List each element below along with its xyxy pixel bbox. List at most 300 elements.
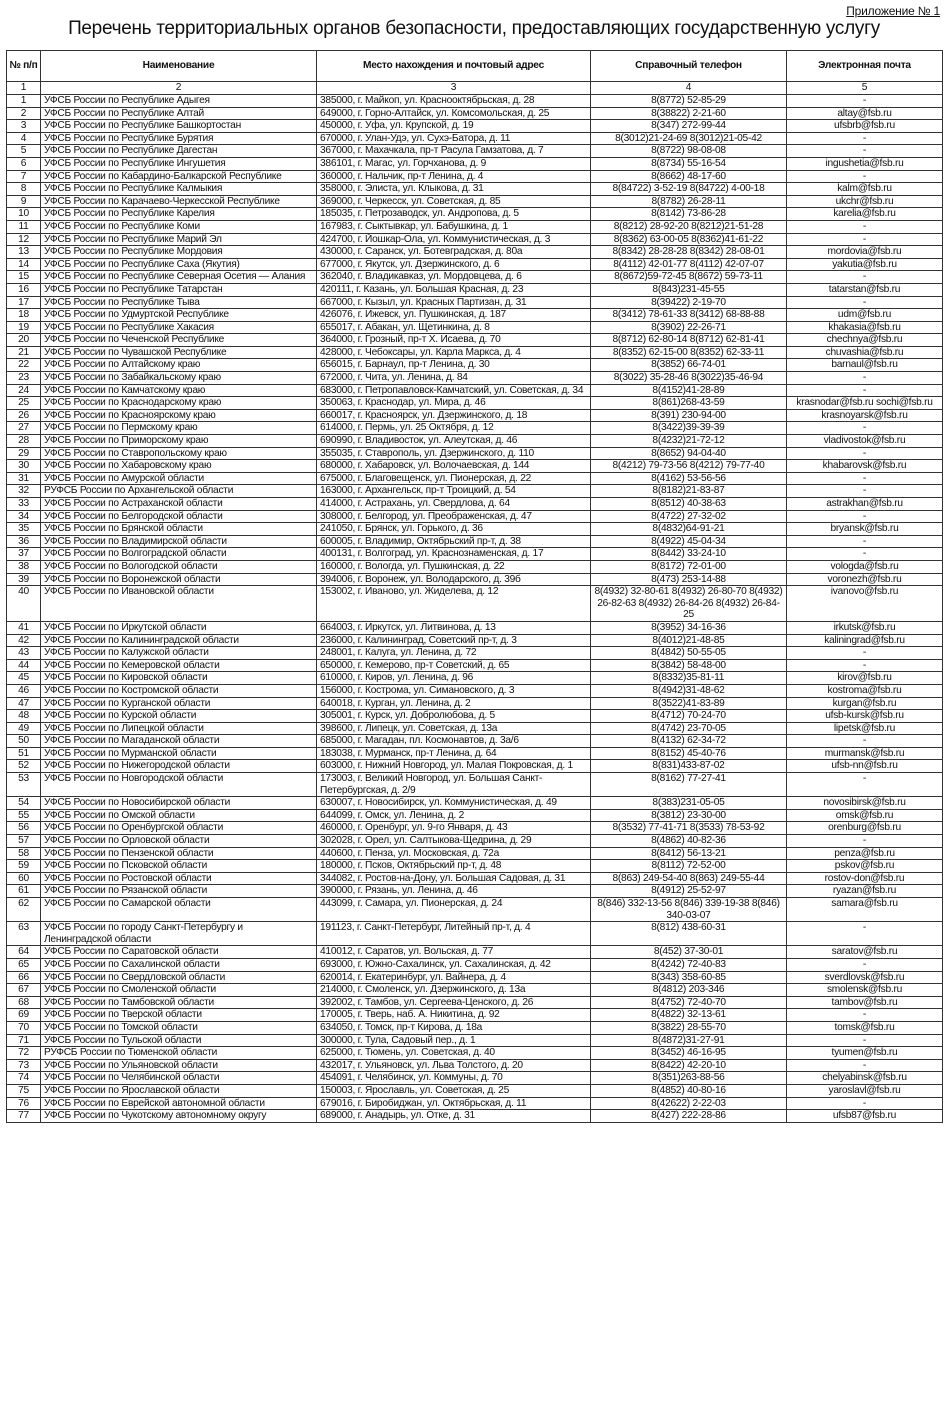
row-number: 53 xyxy=(7,773,41,797)
table-row xyxy=(7,472,943,485)
table-row xyxy=(7,359,943,372)
table-row xyxy=(7,1084,943,1097)
postal-address: 670000, г. Улан-Удэ, ул. Сухэ-Батора, д. 11 xyxy=(317,132,591,145)
postal-address: 398600, г. Липецк, ул. Советская, д. 13а xyxy=(317,722,591,735)
phone: 8(4722) 27-32-02 xyxy=(591,510,787,523)
email: rostov-don@fsb.ru xyxy=(787,872,943,885)
email: ufsb87@fsb.ru xyxy=(787,1110,943,1123)
email: pskov@fsb.ru xyxy=(787,860,943,873)
email: tambov@fsb.ru xyxy=(787,996,943,1009)
organization-name: УФСБ России по Еврейской автономной области xyxy=(41,1097,317,1110)
phone: 8(4162) 53-56-56 xyxy=(591,472,787,485)
row-number: 58 xyxy=(7,847,41,860)
postal-address: 614000, г. Пермь, ул. 25 Октября, д. 12 xyxy=(317,422,591,435)
organization-name: УФСБ России по Пермскому краю xyxy=(41,422,317,435)
row-number: 49 xyxy=(7,722,41,735)
phone: 8(863) 249-54-40 8(863) 249-55-44 xyxy=(591,872,787,885)
row-number: 4 xyxy=(7,132,41,145)
organization-name: УФСБ России по Саратовской области xyxy=(41,946,317,959)
postal-address: 644099, г. Омск, ул. Ленина, д. 2 xyxy=(317,809,591,822)
phone: 8(4112) 42-01-77 8(4112) 42-07-07 xyxy=(591,258,787,271)
row-number: 67 xyxy=(7,984,41,997)
phone: 8(4132) 62-34-72 xyxy=(591,735,787,748)
organization-name: УФСБ России по Республике Хакасия xyxy=(41,321,317,334)
phone: 8(4922) 45-04-34 xyxy=(591,535,787,548)
phone: 8(3012)21-24-69 8(3012)21-05-42 xyxy=(591,132,787,145)
phone: 8(8412) 56-13-21 xyxy=(591,847,787,860)
row-number: 10 xyxy=(7,208,41,221)
row-number: 36 xyxy=(7,535,41,548)
postal-address: 236000, г. Калининград, Советский пр-т, д. 3 xyxy=(317,634,591,647)
phone: 8(8172) 72-01-00 xyxy=(591,560,787,573)
row-number: 43 xyxy=(7,647,41,660)
table-row xyxy=(7,847,943,860)
table-row xyxy=(7,860,943,873)
row-number: 7 xyxy=(7,170,41,183)
phone: 8(8152) 45-40-76 xyxy=(591,747,787,760)
postal-address: 385000, г. Майкоп, ул. Краснооктябрьская, д. 28 xyxy=(317,95,591,108)
email: ryazan@fsb.ru xyxy=(787,885,943,898)
postal-address: 610000, г. Киров, ул. Ленина, д. 96 xyxy=(317,672,591,685)
row-number: 33 xyxy=(7,498,41,511)
email: vologda@fsb.ru xyxy=(787,560,943,573)
organization-name: УФСБ России по Астраханской области xyxy=(41,498,317,511)
organization-name: УФСБ России по Чувашской Республике xyxy=(41,346,317,359)
email: - xyxy=(787,132,943,145)
organization-name: УФСБ России по Вологодской области xyxy=(41,560,317,573)
table-row xyxy=(7,835,943,848)
phone: 8(843)231-45-55 xyxy=(591,283,787,296)
table-row xyxy=(7,659,943,672)
table-row xyxy=(7,586,943,622)
table-row xyxy=(7,898,943,922)
email: - xyxy=(787,958,943,971)
organization-name: УФСБ России по Воронежской области xyxy=(41,573,317,586)
column-number: 2 xyxy=(41,82,317,95)
document-title: Перечень территориальных органов безопасности, предоставляющих государственную услугу xyxy=(68,18,880,39)
email: smolensk@fsb.ru xyxy=(787,984,943,997)
row-number: 73 xyxy=(7,1059,41,1072)
postal-address: 420111, г. Казань, ул. Большая Красная, д. 23 xyxy=(317,283,591,296)
postal-address: 400131, г. Волгоград, ул. Краснознаменская, д. 17 xyxy=(317,548,591,561)
organization-name: УФСБ России по Оренбургской области xyxy=(41,822,317,835)
row-number: 76 xyxy=(7,1097,41,1110)
organization-name: РУФСБ России по Тюменской области xyxy=(41,1047,317,1060)
email: - xyxy=(787,233,943,246)
row-number: 12 xyxy=(7,233,41,246)
postal-address: 625000, г. Тюмень, ул. Советская, д. 40 xyxy=(317,1047,591,1060)
row-number: 42 xyxy=(7,634,41,647)
organization-name: УФСБ России по Тульской области xyxy=(41,1034,317,1047)
table-row xyxy=(7,208,943,221)
postal-address: 440600, г. Пенза, ул. Московская, д. 72а xyxy=(317,847,591,860)
table-row xyxy=(7,120,943,133)
table-row xyxy=(7,747,943,760)
row-number: 63 xyxy=(7,922,41,946)
postal-address: 183038, г. Мурманск, пр-т Ленина, д. 64 xyxy=(317,747,591,760)
organization-name: УФСБ России по Республике Татарстан xyxy=(41,283,317,296)
row-number: 77 xyxy=(7,1110,41,1123)
phone: 8(846) 332-13-56 8(846) 339-19-38 8(846) 340-03-07 xyxy=(591,898,787,922)
table-row xyxy=(7,283,943,296)
phone: 8(4812) 203-346 xyxy=(591,984,787,997)
phone: 8(8734) 55-16-54 xyxy=(591,157,787,170)
postal-address: 390000, г. Рязань, ул. Ленина, д. 46 xyxy=(317,885,591,898)
email: kalm@fsb.ru xyxy=(787,183,943,196)
row-number: 75 xyxy=(7,1084,41,1097)
organization-name: УФСБ России по Алтайскому краю xyxy=(41,359,317,372)
postal-address: 432017, г. Ульяновск, ул. Льва Толстого, д. 20 xyxy=(317,1059,591,1072)
phone: 8(831)433-87-02 xyxy=(591,760,787,773)
row-number: 66 xyxy=(7,971,41,984)
postal-address: 344082, г. Ростов-на-Дону, ул. Большая Садовая, д. 31 xyxy=(317,872,591,885)
table-row xyxy=(7,523,943,536)
column-number: 4 xyxy=(591,82,787,95)
table-row xyxy=(7,958,943,971)
email: altay@fsb.ru xyxy=(787,107,943,120)
table-row xyxy=(7,697,943,710)
table-row xyxy=(7,435,943,448)
organization-name: УФСБ России по Республике Тыва xyxy=(41,296,317,309)
row-number: 54 xyxy=(7,797,41,810)
postal-address: 414000, г. Астрахань, ул. Свердлова, д. 64 xyxy=(317,498,591,511)
phone: 8(4842) 50-55-05 xyxy=(591,647,787,660)
phone: 8(4232)21-72-12 xyxy=(591,435,787,448)
row-number: 68 xyxy=(7,996,41,1009)
email: ufsb-nn@fsb.ru xyxy=(787,760,943,773)
row-number: 20 xyxy=(7,334,41,347)
postal-address: 656015, г. Барнаул, пр-т Ленина, д. 30 xyxy=(317,359,591,372)
row-number: 70 xyxy=(7,1021,41,1034)
row-number: 16 xyxy=(7,283,41,296)
table-row xyxy=(7,560,943,573)
email: barnaul@fsb.ru xyxy=(787,359,943,372)
organization-name: УФСБ России по Чеченской Республике xyxy=(41,334,317,347)
organization-name: УФСБ России по Кемеровской области xyxy=(41,659,317,672)
table-row xyxy=(7,397,943,410)
email: ingushetia@fsb.ru xyxy=(787,157,943,170)
phone: 8(4852) 40-80-16 xyxy=(591,1084,787,1097)
email: - xyxy=(787,1059,943,1072)
row-number: 56 xyxy=(7,822,41,835)
table-row xyxy=(7,573,943,586)
table-row xyxy=(7,809,943,822)
postal-address: 153002, г. Иваново, ул. Жиделева, д. 12 xyxy=(317,586,591,622)
table-row xyxy=(7,634,943,647)
row-number: 5 xyxy=(7,145,41,158)
organization-name: УФСБ России по Курской области xyxy=(41,710,317,723)
email: yaroslavl@fsb.ru xyxy=(787,1084,943,1097)
email: - xyxy=(787,422,943,435)
postal-address: 650000, г. Кемерово, пр-т Советский, д. 65 xyxy=(317,659,591,672)
email: voronezh@fsb.ru xyxy=(787,573,943,586)
row-number: 40 xyxy=(7,586,41,622)
email: irkutsk@fsb.ru xyxy=(787,621,943,634)
row-number: 50 xyxy=(7,735,41,748)
table-row xyxy=(7,246,943,259)
table-row xyxy=(7,346,943,359)
row-number: 1 xyxy=(7,95,41,108)
table-row xyxy=(7,132,943,145)
email: tatarstan@fsb.ru xyxy=(787,283,943,296)
phone: 8(8142) 73-86-28 xyxy=(591,208,787,221)
email: ufsb-kursk@fsb.ru xyxy=(787,710,943,723)
organization-name: УФСБ России по Республике Ингушетия xyxy=(41,157,317,170)
organization-name: УФСБ России по Удмуртской Республике xyxy=(41,309,317,322)
phone: 8(4212) 79-73-56 8(4212) 79-77-40 xyxy=(591,460,787,473)
header-number: № п/п xyxy=(7,51,41,82)
phone: 8(8352) 62-15-00 8(8352) 62-33-11 xyxy=(591,346,787,359)
row-number: 69 xyxy=(7,1009,41,1022)
email: tomsk@fsb.ru xyxy=(787,1021,943,1034)
row-number: 9 xyxy=(7,195,41,208)
email: - xyxy=(787,271,943,284)
table-row xyxy=(7,233,943,246)
postal-address: 394006, г. Воронеж, ул. Володарского, д. 39б xyxy=(317,573,591,586)
postal-address: 454091, г. Челябинск, ул. Коммуны, д. 70 xyxy=(317,1072,591,1085)
organization-name: УФСБ России по Республике Марий Эл xyxy=(41,233,317,246)
table-row xyxy=(7,271,943,284)
phone: 8(8342) 28-28-28 8(8342) 28-08-01 xyxy=(591,246,787,259)
table-row xyxy=(7,183,943,196)
postal-address: 180000, г. Псков, Октябрьский пр-т, д. 48 xyxy=(317,860,591,873)
phone: 8(8162) 77-27-41 xyxy=(591,773,787,797)
email: sverdlovsk@fsb.ru xyxy=(787,971,943,984)
postal-address: 630007, г. Новосибирск, ул. Коммунистическая, д. 49 xyxy=(317,797,591,810)
organization-name: УФСБ России по Самарской области xyxy=(41,898,317,922)
table-row xyxy=(7,195,943,208)
table-row xyxy=(7,1047,943,1060)
postal-address: 248001, г. Калуга, ул. Ленина, д. 72 xyxy=(317,647,591,660)
header-row xyxy=(7,51,943,82)
row-number: 27 xyxy=(7,422,41,435)
row-number: 34 xyxy=(7,510,41,523)
email: - xyxy=(787,170,943,183)
table-row xyxy=(7,984,943,997)
phone: 8(452) 37-30-01 xyxy=(591,946,787,959)
email: astrakhan@fsb.ru xyxy=(787,498,943,511)
table-row xyxy=(7,922,943,946)
row-number: 60 xyxy=(7,872,41,885)
phone: 8(8332)35-81-11 xyxy=(591,672,787,685)
organization-name: УФСБ России по Свердловской области xyxy=(41,971,317,984)
row-number: 25 xyxy=(7,397,41,410)
row-number: 37 xyxy=(7,548,41,561)
header-phone: Справочный телефон xyxy=(591,51,787,82)
organization-name: УФСБ России по Липецкой области xyxy=(41,722,317,735)
organization-name: УФСБ России по Республике Мордовия xyxy=(41,246,317,259)
email: - xyxy=(787,1034,943,1047)
email: chechnya@fsb.ru xyxy=(787,334,943,347)
email: kostroma@fsb.ru xyxy=(787,684,943,697)
phone: 8(4822) 32-13-61 xyxy=(591,1009,787,1022)
table-row xyxy=(7,710,943,723)
phone: 8(4152)41-28-89 xyxy=(591,384,787,397)
email: krasnodar@fsb.ru sochi@fsb.ru xyxy=(787,397,943,410)
appendix-label: Приложение № 1 xyxy=(846,4,940,18)
phone: 8(3812) 23-30-00 xyxy=(591,809,787,822)
organization-name: УФСБ России по Карачаево-Черкесской Республике xyxy=(41,195,317,208)
postal-address: 689000, г. Анадырь, ул. Отке, д. 31 xyxy=(317,1110,591,1123)
row-number: 74 xyxy=(7,1072,41,1085)
row-number: 46 xyxy=(7,684,41,697)
table-row xyxy=(7,220,943,233)
table-row xyxy=(7,822,943,835)
row-number: 41 xyxy=(7,621,41,634)
table-row xyxy=(7,647,943,660)
table-row xyxy=(7,447,943,460)
postal-address: 649000, г. Горно-Алтайск, ул. Комсомольская, д. 25 xyxy=(317,107,591,120)
email: - xyxy=(787,535,943,548)
row-number: 39 xyxy=(7,573,41,586)
email: - xyxy=(787,835,943,848)
postal-address: 360000, г. Нальчик, пр-т Ленина, д. 4 xyxy=(317,170,591,183)
phone: 8(4932) 32-80-61 8(4932) 26-80-70 8(4932) 26-82-63 8(4932) 26-84-26 8(4932) 26-84-25 xyxy=(591,586,787,622)
email: ufsbrb@fsb.ru xyxy=(787,120,943,133)
email: ivanovo@fsb.ru xyxy=(787,586,943,622)
organization-name: УФСБ России по Камчатскому краю xyxy=(41,384,317,397)
phone: 8(8112) 72-52-00 xyxy=(591,860,787,873)
postal-address: 675000, г. Благовещенск, ул. Пионерская, д. 22 xyxy=(317,472,591,485)
phone: 8(8362) 63-00-05 8(8362)41-61-22 xyxy=(591,233,787,246)
phone: 8(383)231-05-05 xyxy=(591,797,787,810)
table-row xyxy=(7,946,943,959)
row-number: 51 xyxy=(7,747,41,760)
organization-name: УФСБ России по Смоленской области xyxy=(41,984,317,997)
postal-address: 600005, г. Владимир, Октябрьский пр-т, д. 38 xyxy=(317,535,591,548)
phone: 8(42622) 2-22-03 xyxy=(591,1097,787,1110)
postal-address: 672000, г. Чита, ул. Ленина, д. 84 xyxy=(317,372,591,385)
organization-name: УФСБ России по Тверской области xyxy=(41,1009,317,1022)
postal-address: 167983, г. Сыктывкар, ул. Бабушкина, д. 1 xyxy=(317,220,591,233)
organization-name: УФСБ России по Республике Саха (Якутия) xyxy=(41,258,317,271)
table-row xyxy=(7,296,943,309)
row-number: 14 xyxy=(7,258,41,271)
postal-address: 367000, г. Махачкала, пр-т Расула Гамзатова, д. 7 xyxy=(317,145,591,158)
table-row xyxy=(7,334,943,347)
row-number: 38 xyxy=(7,560,41,573)
phone: 8(8782) 26-28-11 xyxy=(591,195,787,208)
organization-name: УФСБ России по Магаданской области xyxy=(41,735,317,748)
organization-name: УФСБ России по Амурской области xyxy=(41,472,317,485)
phone: 8(4752) 72-40-70 xyxy=(591,996,787,1009)
postal-address: 386101, г. Магас, ул. Горчханова, д. 9 xyxy=(317,157,591,170)
postal-address: 634050, г. Томск, пр-т Кирова, д. 18а xyxy=(317,1021,591,1034)
postal-address: 603000, г. Нижний Новгород, ул. Малая Покровская, д. 1 xyxy=(317,760,591,773)
row-number: 18 xyxy=(7,309,41,322)
organization-name: РУФСБ России по Архангельской области xyxy=(41,485,317,498)
row-number: 55 xyxy=(7,809,41,822)
table-row xyxy=(7,535,943,548)
email: - xyxy=(787,95,943,108)
organization-name: УФСБ России по Хабаровскому краю xyxy=(41,460,317,473)
phone: 8(3022) 35-28-46 8(3022)35-46-94 xyxy=(591,372,787,385)
organization-name: УФСБ России по Ставропольскому краю xyxy=(41,447,317,460)
organization-name: УФСБ России по Белгородской области xyxy=(41,510,317,523)
email: novosibirsk@fsb.ru xyxy=(787,797,943,810)
table-row xyxy=(7,309,943,322)
email: orenburg@fsb.ru xyxy=(787,822,943,835)
phone: 8(8422) 42-20-10 xyxy=(591,1059,787,1072)
postal-address: 163000, г. Архангельск, пр-т Троицкий, д. 54 xyxy=(317,485,591,498)
row-number: 21 xyxy=(7,346,41,359)
email: kurgan@fsb.ru xyxy=(787,697,943,710)
organization-name: УФСБ России по Новосибирской области xyxy=(41,797,317,810)
email: murmansk@fsb.ru xyxy=(787,747,943,760)
organization-name: УФСБ России по Кировской области xyxy=(41,672,317,685)
phone: 8(39422) 2-19-70 xyxy=(591,296,787,309)
phone: 8(4012)21-48-85 xyxy=(591,634,787,647)
organization-name: УФСБ России по Ростовской области xyxy=(41,872,317,885)
table-row xyxy=(7,422,943,435)
email: - xyxy=(787,145,943,158)
table-row xyxy=(7,510,943,523)
email: karelia@fsb.ru xyxy=(787,208,943,221)
postal-address: 640018, г. Курган, ул. Ленина, д. 2 xyxy=(317,697,591,710)
organization-name: УФСБ России по Сахалинской области xyxy=(41,958,317,971)
postal-address: 173003, г. Великий Новгород, ул. Большая Санкт-Петербургская, д. 2/9 xyxy=(317,773,591,797)
table-row xyxy=(7,971,943,984)
organization-name: УФСБ России по Республике Дагестан xyxy=(41,145,317,158)
organization-name: УФСБ России по Нижегородской области xyxy=(41,760,317,773)
email: vladivostok@fsb.ru xyxy=(787,435,943,448)
table-row xyxy=(7,1059,943,1072)
phone: 8(3822) 28-55-70 xyxy=(591,1021,787,1034)
row-number: 24 xyxy=(7,384,41,397)
postal-address: 241050, г. Брянск, ул. Горького, д. 36 xyxy=(317,523,591,536)
postal-address: 214000, г. Смоленск, ул. Дзержинского, д. 13а xyxy=(317,984,591,997)
organization-name: УФСБ России по Рязанской области xyxy=(41,885,317,898)
email: samara@fsb.ru xyxy=(787,898,943,922)
column-number: 3 xyxy=(317,82,591,95)
email: - xyxy=(787,472,943,485)
email: kaliningrad@fsb.ru xyxy=(787,634,943,647)
row-number: 8 xyxy=(7,183,41,196)
phone: 8(391) 230-94-00 xyxy=(591,409,787,422)
header-name: Наименование xyxy=(41,51,317,82)
postal-address: 685000, г. Магадан, пл. Космонавтов, д. 3а/6 xyxy=(317,735,591,748)
row-number: 6 xyxy=(7,157,41,170)
email: - xyxy=(787,773,943,797)
phone: 8(8672)59-72-45 8(8672) 59-73-11 xyxy=(591,271,787,284)
header-email: Электронная почта xyxy=(787,51,943,82)
email: - xyxy=(787,296,943,309)
row-number: 64 xyxy=(7,946,41,959)
organization-name: УФСБ России по Тамбовской области xyxy=(41,996,317,1009)
organization-name: УФСБ России по Челябинской области xyxy=(41,1072,317,1085)
table-row xyxy=(7,409,943,422)
email: ukchr@fsb.ru xyxy=(787,195,943,208)
table-row xyxy=(7,485,943,498)
phone: 8(3952) 34-16-36 xyxy=(591,621,787,634)
email: - xyxy=(787,372,943,385)
row-number: 30 xyxy=(7,460,41,473)
phone: 8(473) 253-14-88 xyxy=(591,573,787,586)
column-number: 1 xyxy=(7,82,41,95)
table-row xyxy=(7,258,943,271)
phone: 8(3842) 58-48-00 xyxy=(591,659,787,672)
column-number: 5 xyxy=(787,82,943,95)
phone: 8(4712) 70-24-70 xyxy=(591,710,787,723)
email: lipetsk@fsb.ru xyxy=(787,722,943,735)
postal-address: 150003, г. Ярославль, ул. Советская, д. 25 xyxy=(317,1084,591,1097)
row-number: 47 xyxy=(7,697,41,710)
postal-address: 185035, г. Петрозаводск, ул. Андропова, д. 5 xyxy=(317,208,591,221)
postal-address: 443099, г. Самара, ул. Пионерская, д. 24 xyxy=(317,898,591,922)
row-number: 22 xyxy=(7,359,41,372)
table-row xyxy=(7,1072,943,1085)
phone: 8(8662) 48-17-60 xyxy=(591,170,787,183)
